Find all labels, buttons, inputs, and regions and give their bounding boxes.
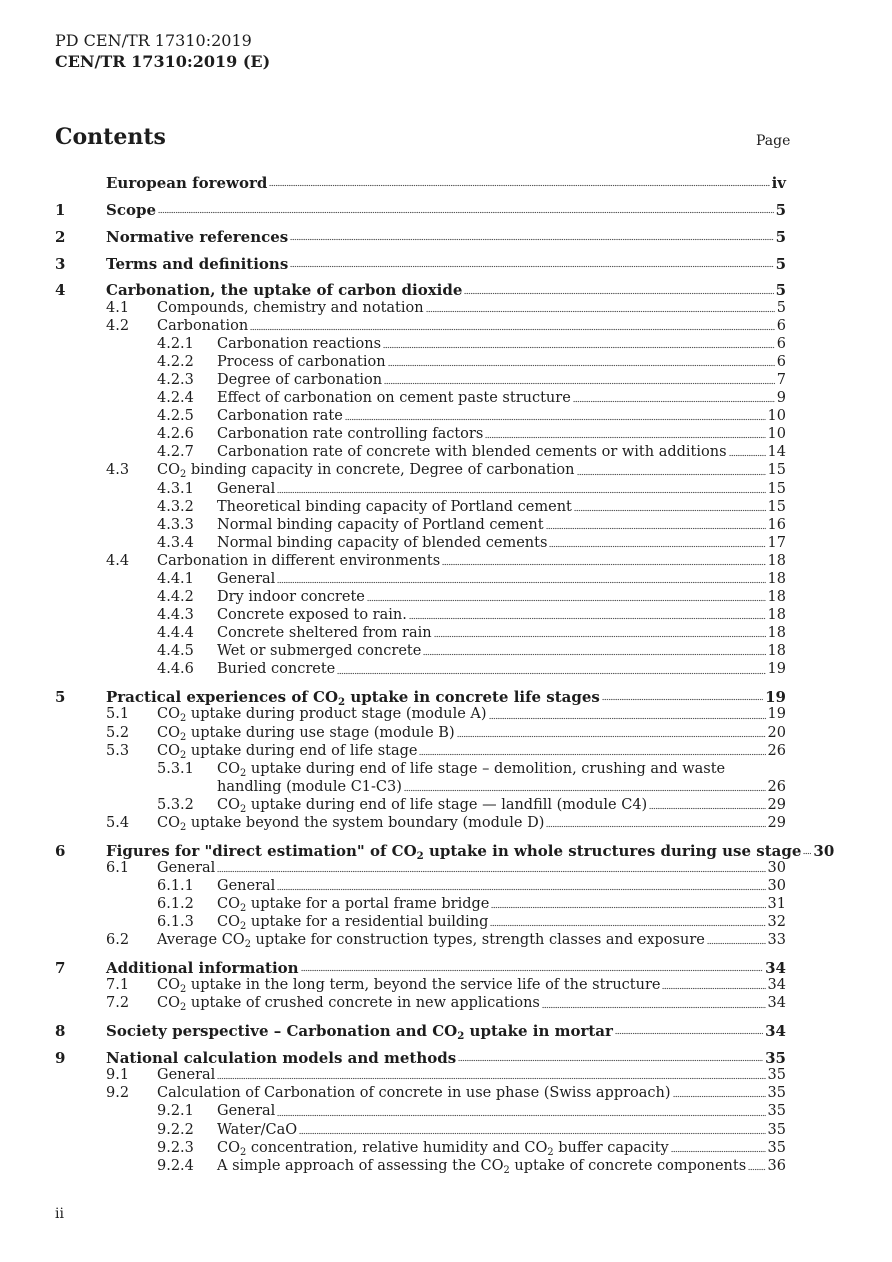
toc-entry-page: 34	[765, 1022, 786, 1041]
dot-leader	[803, 852, 811, 855]
toc-entry-page: 6	[776, 335, 786, 352]
toc-entry[interactable]	[55, 354, 786, 372]
toc-entry-number: 4.3.4	[157, 534, 194, 551]
toc-entry-number: 7.2	[106, 995, 130, 1012]
dot-leader	[277, 888, 765, 891]
toc-entry-page: 5	[775, 200, 786, 219]
document-header	[55, 30, 270, 72]
toc-entry-number: 4.2	[106, 317, 130, 334]
dot-leader	[489, 717, 766, 720]
toc-entry-number: 6.1.1	[157, 878, 194, 895]
dot-leader	[491, 906, 765, 909]
dot-leader	[277, 491, 765, 494]
toc-entry-title: Normal binding capacity of blended cements	[217, 534, 548, 551]
toc-entry[interactable]	[55, 797, 786, 815]
toc-entry-title: Practical experiences of $CO_2$ uptake in concrete life stages	[106, 688, 600, 709]
toc-entry-number: 4.4.3	[157, 607, 194, 624]
toc-entry-page: 29	[767, 796, 786, 813]
toc-entry[interactable]	[55, 860, 786, 878]
toc-entry[interactable]	[55, 426, 786, 444]
toc-entry[interactable]	[55, 390, 786, 408]
dot-leader	[404, 789, 766, 792]
toc-entry-title: $CO_2$ concentration, relative humidity and $CO_2$ buffer capacity	[217, 1139, 669, 1158]
toc-entry[interactable]	[55, 499, 786, 517]
toc-entry[interactable]	[55, 246, 786, 273]
dot-leader	[158, 211, 774, 214]
toc-entry-title: General	[217, 570, 276, 587]
toc-entry-title: Additional information	[106, 959, 299, 978]
toc-entry-title: General	[157, 1067, 216, 1084]
toc-entry-title: $CO_2$ uptake during end of life stage	[157, 742, 418, 761]
dot-leader	[729, 454, 766, 457]
toc-entry[interactable]	[55, 977, 786, 995]
toc-entry-number: 4.4.4	[157, 625, 194, 642]
toc-entry-number: 5	[55, 688, 66, 707]
toc-entry[interactable]	[55, 589, 786, 607]
toc-entry-number: 4.2.5	[157, 408, 194, 425]
toc-entry-page: 35	[767, 1067, 786, 1084]
toc-entry-number: 6.1.3	[157, 914, 194, 931]
toc-entry-page: 15	[767, 498, 786, 515]
toc-entry[interactable]	[55, 680, 786, 707]
toc-entry-title: Normal binding capacity of Portland cement	[217, 516, 544, 533]
dot-leader	[464, 292, 773, 295]
page-number: ii	[55, 1206, 64, 1222]
dot-leader	[367, 599, 766, 602]
toc-entry-page: 26	[767, 742, 786, 759]
toc-entry[interactable]	[55, 517, 786, 535]
toc-entry-page: 34	[767, 977, 786, 994]
toc-entry[interactable]	[55, 743, 786, 761]
toc-entry-number: 4.2.1	[157, 335, 194, 352]
toc-entry-page: 30	[813, 841, 835, 860]
toc-entry[interactable]	[55, 553, 786, 571]
contents-heading: Contents	[55, 124, 166, 150]
toc-entry-title: $CO_2$ uptake during use stage (module B)	[157, 724, 455, 743]
toc-entry[interactable]	[55, 462, 786, 480]
toc-entry-title: General	[217, 480, 276, 497]
dot-leader	[345, 418, 766, 421]
toc-entry-number: 1	[55, 200, 66, 219]
toc-entry-title: Degree of carbonation	[217, 371, 383, 388]
toc-entry[interactable]	[55, 174, 786, 192]
toc-entry-page: 5	[776, 299, 786, 316]
toc-entry-page: 34	[767, 995, 786, 1012]
toc-entry[interactable]	[55, 950, 786, 977]
dot-leader	[458, 1059, 763, 1062]
dot-leader	[217, 870, 765, 873]
toc-entry[interactable]	[55, 1085, 786, 1103]
toc-entry-number: 2	[55, 227, 66, 246]
toc-entry-title: Water/CaO	[217, 1121, 298, 1138]
toc-entry[interactable]	[55, 1158, 786, 1176]
toc-entry-number: 4.4	[106, 552, 130, 569]
dot-leader	[662, 987, 765, 990]
toc-entry-page: 30	[767, 878, 786, 895]
dot-leader	[388, 364, 775, 367]
toc-entry[interactable]	[55, 300, 786, 318]
toc-entry-title: European foreword	[106, 174, 268, 192]
toc-entry[interactable]	[55, 1122, 786, 1140]
toc-entry[interactable]	[55, 643, 786, 661]
dot-leader	[707, 942, 766, 945]
toc-entry[interactable]	[55, 833, 835, 862]
toc-entry-number: 6.1.2	[157, 896, 194, 913]
dot-leader	[671, 1150, 766, 1153]
toc-entry[interactable]	[55, 878, 786, 896]
toc-entry[interactable]	[55, 1014, 786, 1041]
dot-leader	[290, 265, 773, 268]
toc-entry-number: 4.3.3	[157, 516, 194, 533]
toc-entry-number: 4.2.3	[157, 371, 194, 388]
page-column-label: Page	[756, 133, 791, 149]
toc-entry-page: 10	[767, 408, 786, 425]
dot-leader	[602, 698, 763, 701]
toc-entry[interactable]	[55, 761, 786, 779]
toc-entry-page: 18	[767, 643, 786, 660]
toc-entry-page: 5	[775, 281, 786, 300]
toc-entry[interactable]	[55, 336, 786, 354]
toc-entry-number: 4.4.6	[157, 661, 194, 678]
toc-entry[interactable]	[55, 932, 786, 950]
toc-entry-page: 35	[767, 1103, 786, 1120]
toc-entry-title: Dry indoor concrete	[217, 589, 365, 606]
toc-entry-page: 19	[767, 661, 786, 678]
dot-leader	[485, 436, 765, 439]
toc-entry[interactable]	[55, 706, 786, 724]
toc-entry-number: 5.3.1	[157, 760, 194, 777]
toc-entry-number: 9.2.1	[157, 1103, 194, 1120]
toc-entry-number: 4.4.5	[157, 643, 194, 660]
toc-entry[interactable]	[55, 779, 786, 797]
toc-entry-page: 35	[767, 1139, 786, 1156]
toc-entry-page: 5	[775, 254, 786, 273]
dot-leader	[490, 924, 765, 927]
toc-entry-number: 4.2.2	[157, 353, 194, 370]
toc-entry-number: 4.3	[106, 462, 130, 479]
toc-entry-page: 29	[767, 814, 786, 831]
toc-entry-title: Calculation of Carbonation of concrete in use phase (Swiss approach)	[157, 1085, 671, 1102]
dot-leader	[250, 328, 775, 331]
toc-entry-number: 9.2.4	[157, 1157, 194, 1174]
toc-entry-title: Carbonation reactions	[217, 335, 382, 352]
toc-entry-title: Carbonation in different environments	[157, 552, 441, 569]
toc-entry-page: iv	[771, 174, 786, 192]
toc-entry-title: Figures for "direct estimation" of $CO_2$ uptake in whole structures during use stage	[106, 841, 802, 862]
toc-entry-number: 5.2	[106, 724, 130, 741]
dot-leader	[299, 1132, 765, 1135]
toc-entry-number: 4.3.1	[157, 480, 194, 497]
toc-entry-page: 7	[776, 371, 786, 388]
toc-entry[interactable]	[55, 625, 786, 643]
toc-entry[interactable]	[55, 607, 786, 625]
dot-leader	[542, 1006, 766, 1009]
dot-leader	[269, 184, 769, 187]
toc-entry-page: 9	[776, 390, 786, 407]
document-id-english: CEN/TR 17310:2019 (E)	[55, 52, 271, 71]
toc-entry-number: 5.1	[106, 706, 130, 723]
toc-entry-number: 7	[55, 959, 66, 978]
toc-entry[interactable]	[55, 481, 786, 499]
toc-entry-number: 5.4	[106, 814, 130, 831]
dot-leader	[423, 653, 765, 656]
toc-entry[interactable]	[55, 914, 786, 932]
toc-entry[interactable]	[55, 273, 786, 300]
toc-entry-page: 15	[767, 480, 786, 497]
toc-entry-page: 35	[765, 1049, 786, 1068]
toc-entry-title: Carbonation rate of concrete with blended cements or with additions	[217, 444, 727, 461]
toc-entry-number: 4.3.2	[157, 498, 194, 515]
dot-leader	[574, 509, 766, 512]
toc-entry-page: 36	[767, 1157, 786, 1174]
toc-entry-number: 9.2.2	[157, 1121, 194, 1138]
toc-entry-page: 30	[767, 859, 786, 876]
toc-entry-number: 9	[55, 1049, 66, 1068]
toc-entry-title: Terms and definitions	[106, 254, 289, 273]
toc-entry-title: General	[157, 859, 216, 876]
dot-leader	[301, 969, 764, 972]
toc-entry-title: General	[217, 878, 276, 895]
toc-entry-number: 7.1	[106, 977, 130, 994]
toc-entry-page: 26	[767, 778, 786, 795]
toc-entry-title: Carbonation rate	[217, 408, 343, 425]
toc-entry-title: Effect of carbonation on cement paste structure	[217, 390, 571, 407]
toc-entry-page: 33	[767, 932, 786, 949]
toc-entry-title: Concrete sheltered from rain	[217, 625, 432, 642]
toc-entry[interactable]	[55, 408, 786, 426]
toc-entry-page: 19	[765, 688, 786, 707]
toc-entry-number: 5.3	[106, 742, 130, 759]
dot-leader	[384, 382, 775, 385]
toc-entry-title: Buried concrete	[217, 661, 336, 678]
dot-leader	[217, 1077, 765, 1080]
toc-entry-number: 4.2.7	[157, 444, 194, 461]
dot-leader	[546, 825, 765, 828]
toc-entry[interactable]	[55, 372, 786, 390]
toc-entry-number: 9.2	[106, 1085, 130, 1102]
dot-leader	[426, 310, 775, 313]
dot-leader	[573, 400, 775, 403]
toc-entry-title: $CO_2$ uptake for a portal frame bridge	[217, 896, 490, 915]
toc-entry-number: 6.2	[106, 932, 130, 949]
toc-entry-title: Normative references	[106, 227, 289, 246]
toc-entry-title: Society perspective – Carbonation and $CO_2$ uptake in mortar	[106, 1022, 613, 1043]
toc-entry-title: handling (module C1-C3)	[217, 778, 402, 795]
toc-entry-page: 6	[776, 353, 786, 370]
toc-entry-page: 18	[767, 589, 786, 606]
toc-entry[interactable]	[55, 1140, 786, 1158]
dot-leader	[673, 1095, 766, 1098]
toc-entry-number: 4.4.2	[157, 589, 194, 606]
toc-entry-number: 4.2.6	[157, 426, 194, 443]
toc-entry-number: 5.3.2	[157, 796, 194, 813]
dot-leader	[409, 617, 766, 620]
dot-leader	[615, 1032, 763, 1035]
toc-entry-title: Carbonation, the uptake of carbon dioxide	[106, 281, 463, 300]
dot-leader	[277, 581, 765, 584]
toc-entry-title: $CO_2$ uptake for a residential building	[217, 914, 489, 933]
toc-entry-page: 5	[775, 227, 786, 246]
toc-entry-page: 16	[767, 516, 786, 533]
toc-entry-title: National calculation models and methods	[106, 1049, 457, 1068]
toc-entry[interactable]	[55, 725, 786, 743]
toc-entry-title: Average $CO_2$ uptake for construction types, strength classes and exposure	[157, 932, 705, 951]
toc-entry-title: Compounds, chemistry and notation	[157, 299, 424, 316]
toc-entry-page: 32	[767, 914, 786, 931]
toc-entry[interactable]	[55, 1067, 786, 1085]
toc-entry-page: 17	[767, 534, 786, 551]
toc-entry[interactable]	[55, 661, 786, 679]
toc-entry-title: $CO_2$ uptake in the long term, beyond the service life of the structure	[157, 977, 661, 996]
toc-entry-page: 14	[767, 444, 786, 461]
toc-entry[interactable]	[55, 535, 786, 553]
toc-entry-page: 31	[767, 896, 786, 913]
dot-leader	[434, 635, 766, 638]
toc-entry[interactable]	[55, 444, 786, 462]
toc-entry[interactable]	[55, 219, 786, 246]
toc-entry-page: 18	[767, 607, 786, 624]
toc-entry-title: $CO_2$ uptake beyond the system boundary (module D)	[157, 814, 545, 833]
toc-entry-title: $CO_2$ uptake during end of life stage – demolition, crushing and waste	[217, 760, 726, 779]
dot-leader	[457, 735, 766, 738]
toc-entry-number: 8	[55, 1022, 66, 1041]
toc-entry-title: Wet or submerged concrete	[217, 643, 422, 660]
dot-leader	[546, 527, 766, 530]
toc-entry-title: $CO_2$ uptake of crushed concrete in new applications	[157, 995, 540, 1014]
toc-entry-page: 6	[776, 317, 786, 334]
toc-entry-number: 4.1	[106, 299, 130, 316]
dot-leader	[419, 753, 765, 756]
toc-entry-page: 15	[767, 462, 786, 479]
toc-entry-title: Concrete exposed to rain.	[217, 607, 407, 624]
toc-entry[interactable]	[55, 318, 786, 336]
toc-entry[interactable]	[55, 192, 786, 219]
dot-leader	[277, 1114, 765, 1117]
toc-entry-title: Scope	[106, 200, 157, 219]
toc-entry-title: Theoretical binding capacity of Portland cement	[217, 498, 572, 515]
toc-entry-page: 20	[767, 724, 786, 741]
dot-leader	[383, 346, 775, 349]
toc-entry-title: Process of carbonation	[217, 353, 386, 370]
document-id: PD CEN/TR 17310:2019	[55, 31, 252, 50]
toc-entry-page: 10	[767, 426, 786, 443]
toc-entry-title: A simple approach of assessing the $CO_2$ uptake of concrete components	[217, 1157, 747, 1176]
toc-entry-page: 35	[767, 1085, 786, 1102]
dot-leader	[649, 807, 765, 810]
toc-entry-page: 18	[767, 625, 786, 642]
toc-entry-number: 9.2.3	[157, 1139, 194, 1156]
toc-entry-page: 34	[765, 959, 786, 978]
dot-leader	[290, 238, 773, 241]
toc-entry-page: 18	[767, 552, 786, 569]
toc-entry[interactable]	[55, 1103, 786, 1121]
toc-entry[interactable]	[55, 815, 786, 833]
toc-entry-title: Carbonation rate controlling factors	[217, 426, 484, 443]
toc-entry-title: General	[217, 1103, 276, 1120]
dot-leader	[577, 473, 766, 476]
toc-entry-page: 35	[767, 1121, 786, 1138]
toc-entry[interactable]	[55, 1040, 786, 1067]
toc-entry-number: 6.1	[106, 859, 130, 876]
table-of-contents	[55, 174, 835, 1176]
toc-entry-title: $CO_2$ uptake during product stage (module A)	[157, 706, 487, 725]
toc-entry-number: 4.2.4	[157, 390, 194, 407]
dot-leader	[748, 1168, 765, 1171]
toc-entry-number: 6	[55, 841, 66, 860]
toc-entry-number: 4	[55, 281, 66, 300]
toc-entry-title: $CO_2$ uptake during end of life stage — landfill (module C4)	[217, 796, 648, 815]
dot-leader	[549, 545, 765, 548]
toc-entry[interactable]	[55, 995, 786, 1013]
dot-leader	[337, 672, 765, 675]
toc-entry-title: Carbonation	[157, 317, 249, 334]
toc-entry-page: 19	[767, 706, 786, 723]
toc-entry[interactable]	[55, 896, 786, 914]
toc-entry-page: 18	[767, 570, 786, 587]
dot-leader	[442, 563, 765, 566]
toc-entry-number: 4.4.1	[157, 570, 194, 587]
toc-entry-title: $CO_2$ binding capacity in concrete, Degree of carbonation	[157, 462, 575, 481]
toc-entry[interactable]	[55, 571, 786, 589]
toc-entry-number: 3	[55, 254, 66, 273]
toc-entry-number: 9.1	[106, 1067, 130, 1084]
